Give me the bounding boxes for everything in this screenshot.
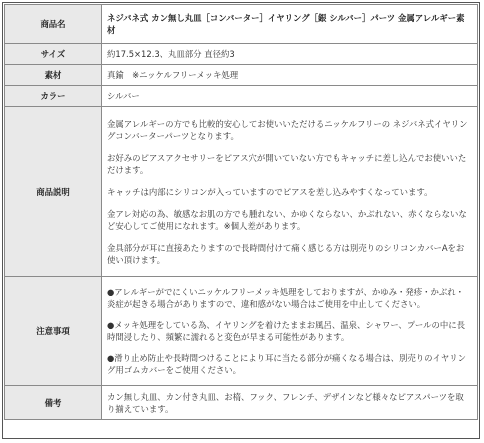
row-material — [5, 65, 478, 86]
description-paragraph: 金具部分が耳に直接あたりますので長時間付けて痛く感じる方は別売りのシリコンカバーAをお使い頂けます。 — [107, 242, 465, 265]
note-item: ●アレルギーがでにくいニッケルフリーメッキ処理をしておりますが、かゆみ・発疹・かぶれ・炎症が起きる場合がありますので、違和感がない場合はご使用を中止してください。 — [107, 287, 464, 309]
description-paragraph: お好みのピアスアクセサリーをピアス穴が開いていない方でもキャッチに差し込んでお使いいただけます。 — [107, 152, 467, 175]
description-paragraph: 金属アレルギーの方でも比較的安心してお使いいただけるニッケルフリーの ネジバネ式イヤリングコンバーターパーツとなります。 — [107, 118, 468, 141]
row-remarks — [5, 386, 478, 420]
description-paragraph: キャッチは内部にシリコンが入っていますのでピアスを差し込みやすくなっています。 — [107, 186, 433, 197]
row-notes — [5, 277, 478, 386]
label-description: 商品説明 — [5, 107, 102, 277]
value-product-name: ネジバネ式 カン無し丸皿［コンバーター］イヤリング［銀 シルバー］パーツ 金属アレルギー素材 — [102, 5, 478, 44]
label-color: カラー — [5, 86, 102, 107]
description-paragraph: 金アレ対応の為、敏感なお肌の方でも腫れない、かゆくならない、かぶれない、赤くならないなど安心してご使用になれます。※個人差があります。 — [107, 208, 467, 231]
value-color: シルバー — [102, 86, 478, 107]
value-remarks: カン無し丸皿、カン付き丸皿、お楕、フック、フレンチ、デザインなど様々なピアスパーツを取り揃えています。 — [102, 386, 478, 420]
value-notes — [102, 277, 478, 386]
value-description — [102, 107, 478, 277]
value-size: 約17.5×12.3、丸皿部分 直径約3 — [102, 44, 478, 65]
row-size — [5, 44, 478, 65]
label-size: サイズ — [5, 44, 102, 65]
note-item: ●滑り止め防止や長時間つけることにより耳に当たる部分が痛くなる場合は、別売りのイヤリング用ゴムカバーをご使用ください。 — [107, 353, 467, 375]
value-material: 真鍮 ※ニッケルフリーメッキ処理 — [102, 65, 478, 86]
row-product-name — [5, 5, 478, 44]
product-spec-sheet — [2, 2, 480, 439]
row-description — [5, 107, 478, 277]
label-notes: 注意事項 — [5, 277, 102, 386]
label-remarks: 備考 — [5, 386, 102, 420]
label-material: 素材 — [5, 65, 102, 86]
row-color — [5, 86, 478, 107]
product-spec-table — [4, 4, 478, 420]
label-product-name: 商品名 — [5, 5, 102, 44]
note-item: ●メッキ処理をしている為、イヤリングを着けたままお風呂、温泉、シャワー、プールの中に長時間浸したり、頻繁に濡れると変色が早まる可能性があります。 — [107, 320, 465, 342]
